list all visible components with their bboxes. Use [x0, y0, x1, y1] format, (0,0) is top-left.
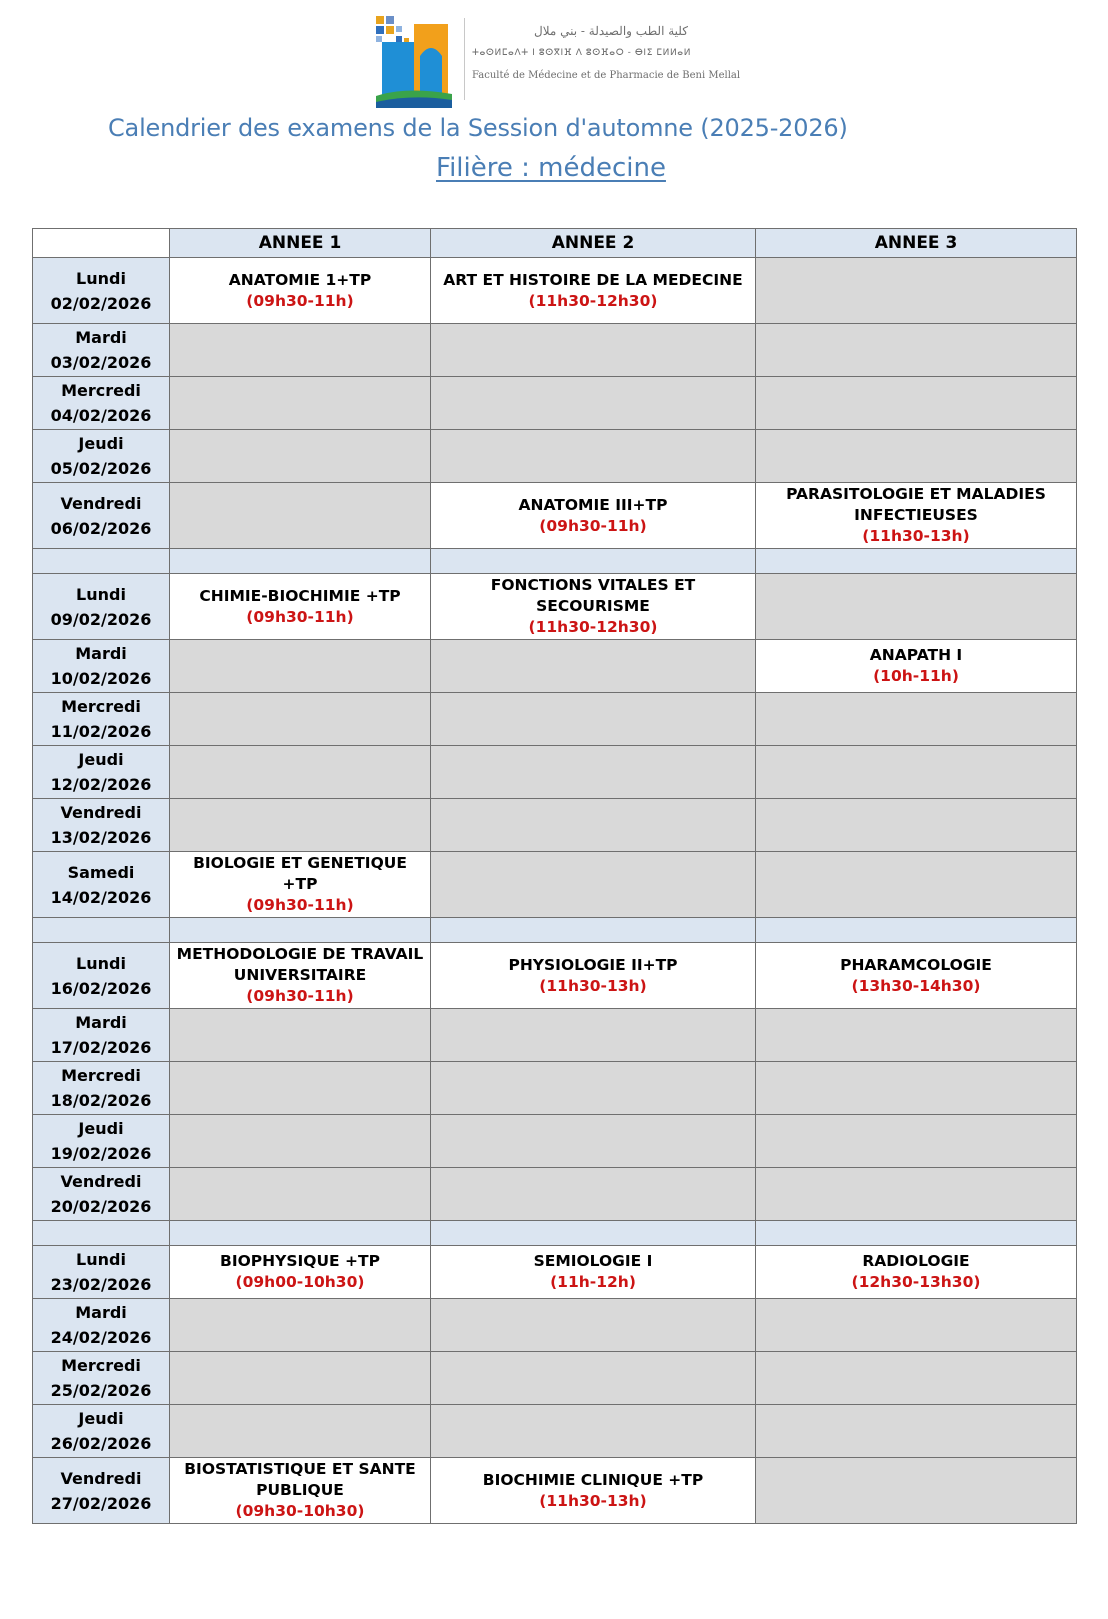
exam-cell-year-1	[170, 852, 431, 918]
day-date: 19/02/2026	[50, 1144, 152, 1163]
empty-cell	[756, 1405, 1077, 1458]
exam-subject: ART ET HISTOIRE DE LA MEDECINE	[443, 270, 743, 289]
empty-cell	[756, 1352, 1077, 1405]
day-date: 02/02/2026	[50, 293, 152, 313]
table-row	[33, 799, 1077, 852]
day-cell	[33, 640, 170, 693]
column-header-year-1: ANNEE 1	[170, 229, 431, 258]
day-name: Mercredi	[61, 1356, 141, 1375]
exam-subject: SEMIOLOGIE I	[533, 1252, 653, 1270]
empty-cell	[431, 693, 756, 746]
exam-subject: ANATOMIE 1+TP	[228, 270, 372, 289]
empty-cell	[170, 377, 431, 430]
table-row	[33, 1115, 1077, 1168]
day-date: 03/02/2026	[50, 353, 152, 372]
day-date: 13/02/2026	[50, 828, 152, 847]
separator-cell	[431, 918, 756, 943]
empty-cell	[431, 377, 756, 430]
empty-cell	[756, 1299, 1077, 1352]
day-date: 27/02/2026	[50, 1493, 152, 1513]
separator-cell	[756, 1221, 1077, 1246]
exam-time: (09h30-11h)	[246, 291, 354, 310]
day-cell	[33, 1115, 170, 1168]
exam-subject: PHYSIOLOGIE II+TP	[508, 955, 678, 974]
empty-cell	[756, 377, 1077, 430]
exam-schedule-table	[32, 228, 1077, 1524]
table-row	[33, 746, 1077, 799]
table-corner-cell	[33, 229, 170, 258]
logo-french-text: Faculté de Médecine et de Pharmacie de Beni Mellal	[472, 70, 741, 81]
empty-cell	[170, 1168, 431, 1221]
day-name: Lundi	[76, 268, 126, 288]
exam-subject: FONCTIONS VITALES ET SECOURISME	[490, 576, 696, 615]
day-cell	[33, 1352, 170, 1405]
separator-cell	[170, 1221, 431, 1246]
exam-subject: PARASITOLOGIE ET MALADIES INFECTIEUSES	[786, 485, 1046, 524]
empty-cell	[756, 852, 1077, 918]
empty-cell	[170, 1299, 431, 1352]
day-name: Jeudi	[78, 1409, 124, 1428]
exam-time: (09h30-11h)	[246, 987, 354, 1005]
faculty-logo	[368, 4, 748, 112]
empty-cell	[756, 324, 1077, 377]
empty-cell	[431, 1352, 756, 1405]
exam-cell-year-3	[756, 640, 1077, 693]
faculty-emblem-icon	[376, 16, 452, 108]
day-name: Samedi	[67, 862, 135, 882]
day-cell	[33, 1062, 170, 1115]
day-date: 09/02/2026	[50, 609, 152, 629]
table-row	[33, 693, 1077, 746]
exam-cell-year-1	[170, 574, 431, 640]
logo-divider	[464, 18, 465, 100]
separator-cell	[431, 1221, 756, 1246]
exam-time: (09h30-11h)	[539, 516, 647, 535]
empty-cell	[431, 430, 756, 483]
exam-time: (09h30-11h)	[246, 896, 354, 914]
empty-cell	[756, 258, 1077, 324]
exam-table-body	[33, 258, 1077, 1524]
day-cell	[33, 1405, 170, 1458]
table-header-row	[33, 229, 1077, 258]
table-row	[33, 1299, 1077, 1352]
page-title: Calendrier des examens de la Session d'automne (2025-2026)	[108, 114, 848, 142]
day-name: Lundi	[76, 953, 126, 973]
day-cell	[33, 483, 170, 549]
empty-cell	[756, 430, 1077, 483]
day-name: Vendredi	[60, 1468, 142, 1488]
day-name: Jeudi	[78, 750, 124, 769]
exam-time: (13h30-14h30)	[851, 976, 981, 995]
day-date: 18/02/2026	[50, 1091, 152, 1110]
table-row	[33, 640, 1077, 693]
exam-subject: ANATOMIE III+TP	[518, 495, 668, 514]
separator-cell	[33, 918, 170, 943]
exam-time: (11h30-12h30)	[528, 618, 658, 636]
empty-cell	[756, 1009, 1077, 1062]
separator-cell	[756, 918, 1077, 943]
exam-time: (11h-12h)	[550, 1273, 636, 1291]
exam-cell-year-3	[756, 943, 1077, 1009]
day-date: 10/02/2026	[50, 669, 152, 688]
day-name: Mercredi	[61, 381, 141, 400]
day-date: 05/02/2026	[50, 459, 152, 478]
table-row	[33, 943, 1077, 1009]
week-separator-row	[33, 1221, 1077, 1246]
exam-subject: BIOSTATISTIQUE ET SANTE PUBLIQUE	[184, 1460, 416, 1499]
day-date: 24/02/2026	[50, 1328, 152, 1347]
empty-cell	[170, 430, 431, 483]
empty-cell	[170, 1009, 431, 1062]
empty-cell	[170, 693, 431, 746]
exam-subject: CHIMIE-BIOCHIMIE +TP	[199, 586, 401, 605]
table-row	[33, 1458, 1077, 1524]
day-cell	[33, 1299, 170, 1352]
empty-cell	[756, 1168, 1077, 1221]
day-name: Vendredi	[60, 803, 142, 822]
exam-subject: BIOCHIMIE CLINIQUE +TP	[482, 1470, 704, 1489]
exam-subject: BIOPHYSIQUE +TP	[220, 1252, 380, 1270]
day-cell	[33, 324, 170, 377]
exam-time: (10h-11h)	[873, 667, 959, 685]
table-row	[33, 483, 1077, 549]
exam-cell-year-2	[431, 574, 756, 640]
separator-cell	[33, 549, 170, 574]
page-subtitle: Filière : médecine	[436, 153, 666, 183]
column-header-year-3: ANNEE 3	[756, 229, 1077, 258]
empty-cell	[170, 1062, 431, 1115]
day-name: Jeudi	[78, 1119, 124, 1138]
empty-cell	[431, 640, 756, 693]
day-cell	[33, 693, 170, 746]
day-cell	[33, 430, 170, 483]
day-cell	[33, 377, 170, 430]
exam-time: (11h30-13h)	[862, 527, 970, 545]
table-row	[33, 1246, 1077, 1299]
separator-cell	[170, 549, 431, 574]
table-row	[33, 258, 1077, 324]
empty-cell	[431, 1405, 756, 1458]
day-cell	[33, 1168, 170, 1221]
empty-cell	[431, 324, 756, 377]
empty-cell	[170, 483, 431, 549]
exam-time: (09h30-10h30)	[235, 1502, 365, 1520]
empty-cell	[756, 1115, 1077, 1168]
exam-subject: PHARAMCOLOGIE	[840, 955, 992, 974]
day-date: 14/02/2026	[50, 887, 152, 907]
separator-cell	[33, 1221, 170, 1246]
day-date: 25/02/2026	[50, 1381, 152, 1400]
exam-cell-year-2	[431, 943, 756, 1009]
exam-time: (11h30-13h)	[539, 976, 647, 995]
day-name: Lundi	[76, 584, 126, 604]
empty-cell	[756, 1062, 1077, 1115]
empty-cell	[170, 324, 431, 377]
separator-cell	[431, 549, 756, 574]
empty-cell	[431, 1062, 756, 1115]
day-name: Mercredi	[61, 697, 141, 716]
exam-time: (11h30-13h)	[539, 1491, 647, 1510]
day-name: Vendredi	[60, 493, 142, 513]
exam-subject: ANAPATH I	[869, 646, 963, 664]
day-name: Mardi	[75, 1303, 127, 1322]
table-row	[33, 852, 1077, 918]
exam-cell-year-1	[170, 1246, 431, 1299]
empty-cell	[170, 1115, 431, 1168]
exam-time: (11h30-12h30)	[528, 291, 658, 310]
exam-subject: BIOLOGIE ET GENETIQUE +TP	[193, 854, 407, 893]
empty-cell	[431, 1009, 756, 1062]
empty-cell	[431, 1168, 756, 1221]
day-date: 04/02/2026	[50, 406, 152, 425]
day-name: Jeudi	[78, 434, 124, 453]
exam-cell-year-1	[170, 258, 431, 324]
exam-cell-year-2	[431, 258, 756, 324]
day-cell	[33, 1246, 170, 1299]
empty-cell	[431, 799, 756, 852]
logo-tifinagh-text: ⵜⴰⵙⵍⵎⴰⴷⵜ ⵏ ⵓⵙⴳⵏⴼ ⴷ ⵓⵙⴼⴰⵔ - ⴱⵏⵉ ⵎⵍⵍⴰⵍ	[472, 48, 692, 58]
empty-cell	[431, 746, 756, 799]
exam-time: (12h30-13h30)	[851, 1273, 981, 1291]
table-row	[33, 1405, 1077, 1458]
empty-cell	[170, 640, 431, 693]
table-row	[33, 377, 1077, 430]
logo-arabic-text: كلية الطب والصيدلة - بني ملال	[534, 24, 688, 38]
exam-cell-year-3	[756, 1246, 1077, 1299]
day-date: 12/02/2026	[50, 775, 152, 794]
day-cell	[33, 258, 170, 324]
empty-cell	[431, 852, 756, 918]
day-cell	[33, 799, 170, 852]
empty-cell	[431, 1115, 756, 1168]
empty-cell	[756, 799, 1077, 852]
day-date: 23/02/2026	[50, 1275, 152, 1294]
column-header-year-2: ANNEE 2	[431, 229, 756, 258]
day-date: 06/02/2026	[50, 518, 152, 538]
empty-cell	[170, 746, 431, 799]
day-name: Lundi	[76, 1250, 126, 1269]
day-name: Vendredi	[60, 1172, 142, 1191]
separator-cell	[756, 549, 1077, 574]
separator-cell	[170, 918, 431, 943]
day-date: 16/02/2026	[50, 978, 152, 998]
table-row	[33, 1352, 1077, 1405]
week-separator-row	[33, 549, 1077, 574]
day-cell	[33, 1458, 170, 1524]
day-date: 26/02/2026	[50, 1434, 152, 1453]
table-row	[33, 324, 1077, 377]
day-cell	[33, 943, 170, 1009]
day-cell	[33, 1009, 170, 1062]
empty-cell	[756, 1458, 1077, 1524]
day-cell	[33, 746, 170, 799]
day-name: Mercredi	[61, 1066, 141, 1085]
day-cell	[33, 574, 170, 640]
exam-cell-year-2	[431, 1458, 756, 1524]
day-name: Mardi	[75, 328, 127, 347]
empty-cell	[170, 799, 431, 852]
exam-cell-year-2	[431, 483, 756, 549]
table-row	[33, 574, 1077, 640]
week-separator-row	[33, 918, 1077, 943]
exam-subject: METHODOLOGIE DE TRAVAIL UNIVERSITAIRE	[176, 945, 424, 984]
table-row	[33, 430, 1077, 483]
empty-cell	[170, 1352, 431, 1405]
logo-text	[472, 24, 748, 81]
empty-cell	[431, 1299, 756, 1352]
exam-cell-year-1	[170, 943, 431, 1009]
table-row	[33, 1062, 1077, 1115]
day-date: 17/02/2026	[50, 1038, 152, 1057]
exam-time: (09h00-10h30)	[235, 1273, 365, 1291]
day-name: Mardi	[75, 1013, 127, 1032]
exam-subject: RADIOLOGIE	[862, 1252, 970, 1270]
exam-time: (09h30-11h)	[246, 607, 354, 626]
exam-cell-year-2	[431, 1246, 756, 1299]
empty-cell	[756, 574, 1077, 640]
day-date: 11/02/2026	[50, 722, 152, 741]
exam-cell-year-3	[756, 483, 1077, 549]
empty-cell	[170, 1405, 431, 1458]
day-name: Mardi	[75, 644, 127, 663]
empty-cell	[756, 693, 1077, 746]
empty-cell	[756, 746, 1077, 799]
day-date: 20/02/2026	[50, 1197, 152, 1216]
day-cell	[33, 852, 170, 918]
table-row	[33, 1009, 1077, 1062]
table-row	[33, 1168, 1077, 1221]
exam-cell-year-1	[170, 1458, 431, 1524]
